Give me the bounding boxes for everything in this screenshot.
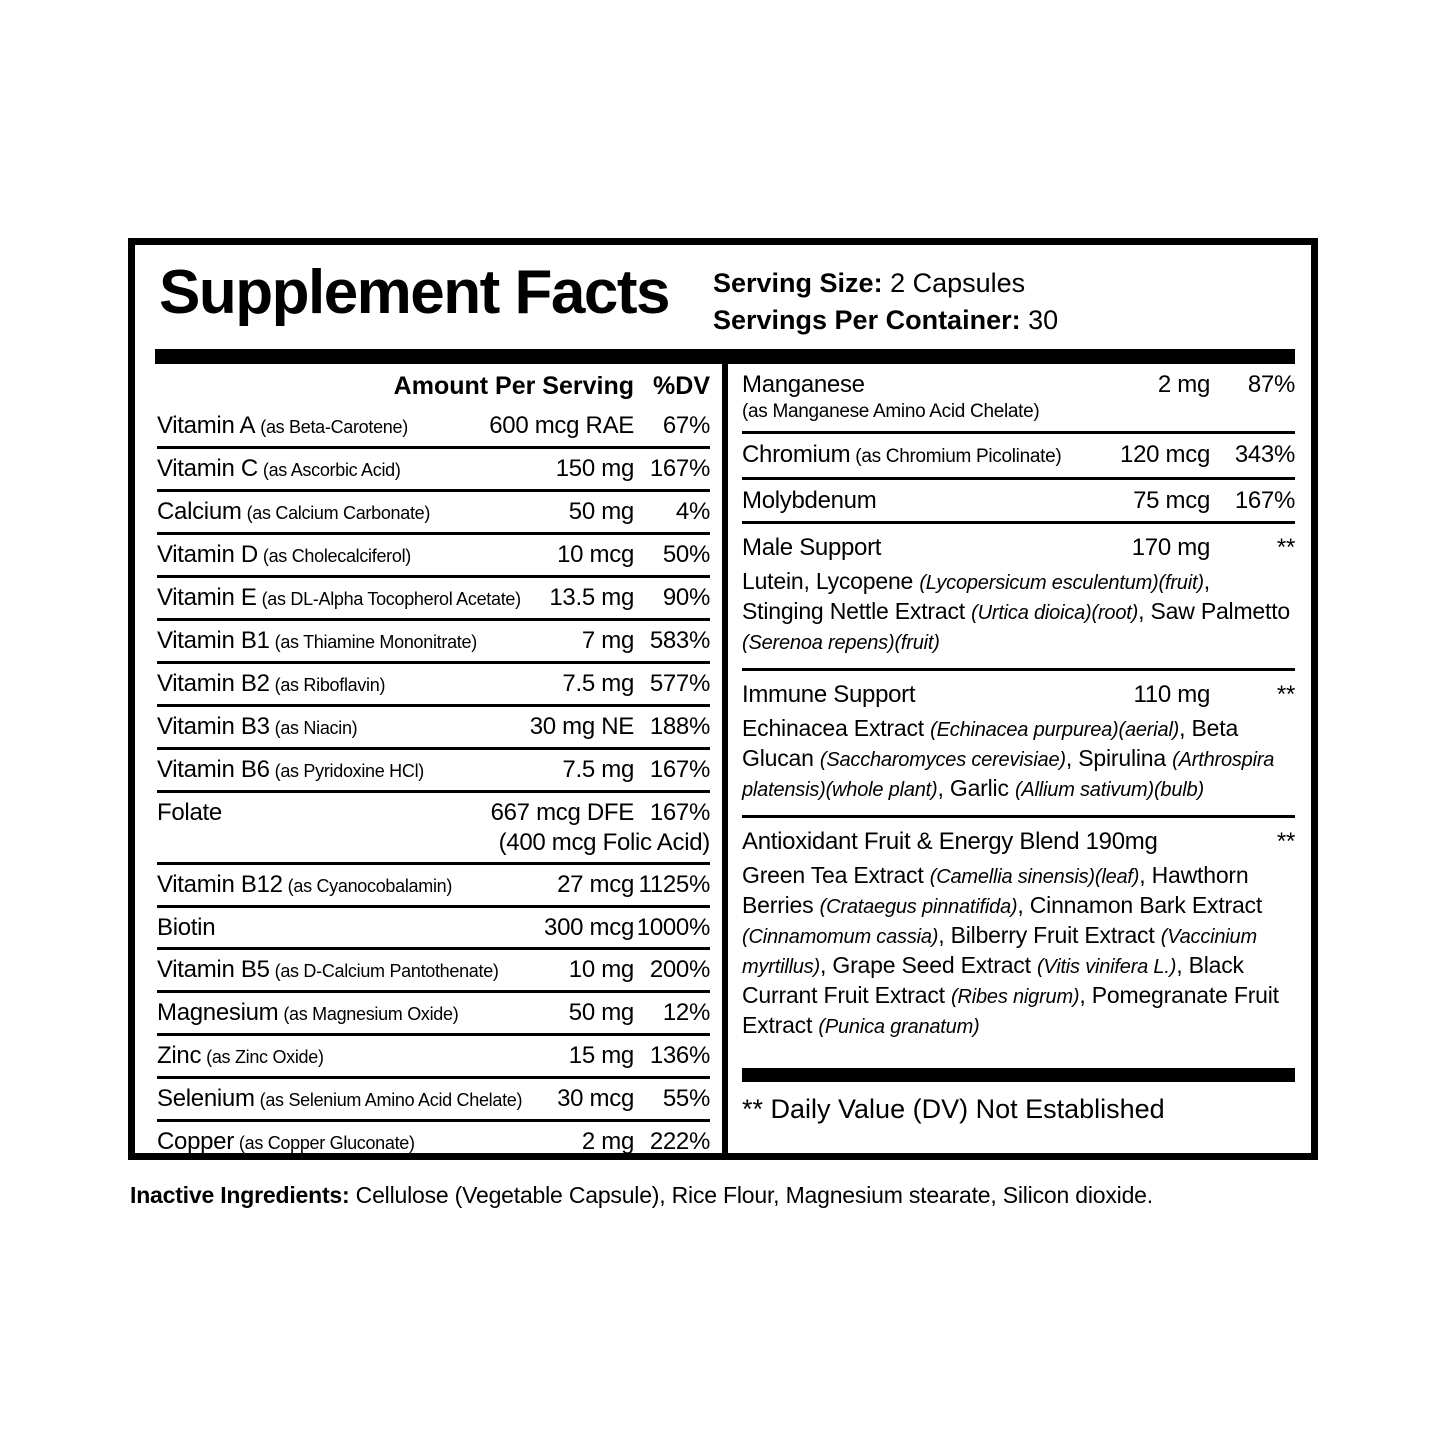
nutrient-form: (as Pyridoxine HCl) <box>274 761 424 781</box>
nutrient-name: Molybdenum <box>742 487 877 514</box>
blend-name: Antioxidant Fruit & Energy Blend 190mg <box>742 828 1158 855</box>
nutrient-row-line <box>742 440 1295 472</box>
ingredient-text: , Pomegranate Fruit Extract <box>742 982 1279 1038</box>
blend-row <box>742 671 1295 818</box>
nutrient-row-line <box>157 712 710 743</box>
nutrient-form: (as Chromium Picolinate) <box>855 446 1062 467</box>
nutrient-row <box>742 434 1295 480</box>
botanical-name: (Vaccinium myrtillus) <box>742 926 1257 978</box>
nutrient-row-line <box>157 870 710 901</box>
nutrient-dv: 167% <box>649 455 710 482</box>
nutrient-row-line <box>157 998 710 1029</box>
nutrient-name: Vitamin B1 <box>157 627 270 654</box>
botanical-name: (Punica granatum) <box>818 1016 980 1038</box>
nutrient-name: Magnesium <box>157 999 279 1026</box>
nutrient-form: (as Calcium Carbonate) <box>246 503 431 523</box>
nutrient-row <box>157 908 710 950</box>
nutrient-amount: 667 mcg DFE <box>490 799 634 826</box>
nutrient-row-line <box>157 913 710 943</box>
nutrient-dv: 1000% <box>636 914 710 941</box>
serving-size-line <box>713 265 1295 302</box>
nutrient-dv: 55% <box>662 1085 710 1112</box>
nutrient-amount: 2 mg <box>581 1128 634 1155</box>
nutrient-amount: 150 mg <box>555 455 634 482</box>
blend-name: Male Support <box>742 534 882 561</box>
nutrient-amount: 7 mg <box>581 627 634 654</box>
nutrient-row <box>157 750 710 793</box>
botanical-name: (Crataegus pinnatifida) <box>819 896 1018 918</box>
nutrient-name: Vitamin B2 <box>157 670 270 697</box>
nutrient-name: Selenium <box>157 1085 255 1112</box>
nutrient-row <box>157 1079 710 1122</box>
botanical-name: (Camellia sinensis)(leaf) <box>929 866 1140 888</box>
botanical-name: (Arthrospira platensis)(whole plant) <box>742 749 1275 801</box>
nutrient-name: Chromium <box>742 441 851 468</box>
ingredient-text: , Black Currant Fruit Extract <box>742 952 1244 1008</box>
nutrient-name: Vitamin B12 <box>157 871 283 898</box>
panel-header <box>135 245 1311 339</box>
nutrient-amount: 300 mcg <box>544 914 634 941</box>
servings-per-container-label: Servings Per Container: <box>713 305 1021 335</box>
nutrient-row <box>157 664 710 707</box>
nutrient-form: (as DL-Alpha Tocopherol Acetate) <box>261 589 521 609</box>
nutrient-row-line <box>157 626 710 657</box>
nutrient-dv: 4% <box>675 498 710 525</box>
page-title: Supplement Facts <box>159 258 669 327</box>
inactive-ingredients-label: Inactive Ingredients: <box>130 1182 350 1208</box>
blend-rows <box>742 524 1295 1052</box>
serving-info <box>713 261 1295 339</box>
nutrient-row-line <box>157 669 710 700</box>
blend-header <box>742 818 1295 860</box>
blend-row <box>742 818 1295 1052</box>
nutrient-dv: 87% <box>1247 371 1295 398</box>
nutrient-name: Vitamin A <box>157 412 256 439</box>
mineral-rows <box>742 364 1295 524</box>
nutrient-dv: 583% <box>649 627 710 654</box>
nutrient-dv: 90% <box>662 584 710 611</box>
daily-value-footnote: ** Daily Value (DV) Not Established <box>742 1094 1165 1124</box>
nutrient-row-line <box>157 755 710 786</box>
inactive-ingredients <box>130 1180 1153 1210</box>
nutrient-amount: 15 mg <box>568 1042 634 1069</box>
nutrient-dv: 200% <box>649 956 710 983</box>
nutrient-row <box>157 406 710 449</box>
blend-dv: ** <box>1276 534 1295 561</box>
blend-name: Immune Support <box>742 681 916 708</box>
nutrient-form: (as Niacin) <box>274 718 358 738</box>
nutrient-name: Folate <box>157 799 222 826</box>
left-column-header <box>157 364 710 406</box>
blend-amount: 110 mg <box>1133 681 1210 708</box>
nutrient-row <box>157 492 710 535</box>
blend-description <box>742 566 1295 671</box>
nutrient-dv: 167% <box>649 756 710 783</box>
inactive-ingredients-text: Cellulose (Vegetable Capsule), Rice Flour, Magnesium stearate, Silicon dioxide. <box>349 1182 1153 1208</box>
nutrient-amount: 7.5 mg <box>562 756 634 783</box>
nutrient-amount: 2 mg <box>1157 371 1210 398</box>
ingredient-text: Lutein, Lycopene <box>742 568 920 594</box>
nutrient-row-line <box>157 540 710 571</box>
nutrient-amount: 30 mg NE <box>529 713 634 740</box>
nutrient-row <box>157 865 710 908</box>
blend-header <box>742 524 1295 566</box>
nutrient-row-line <box>157 497 710 528</box>
blend-header <box>742 671 1295 713</box>
botanical-name: (Cinnamomum cassia) <box>742 926 939 948</box>
header-separator-bar <box>155 349 1295 364</box>
servings-per-container-value: 30 <box>1020 305 1059 335</box>
nutrient-form: (as Ascorbic Acid) <box>262 460 401 480</box>
nutrient-row <box>742 364 1295 434</box>
nutrient-dv: 167% <box>1234 487 1295 514</box>
nutrient-name: Calcium <box>157 498 242 525</box>
nutrient-dv: 1125% <box>638 871 710 898</box>
blend-description <box>742 860 1295 1052</box>
nutrient-rows <box>157 406 710 1162</box>
nutrient-amount: 600 mcg RAE <box>489 412 634 439</box>
botanical-name: (Allium sativum)(bulb) <box>1014 779 1204 801</box>
nutrient-row <box>157 1036 710 1079</box>
supplement-facts-panel <box>128 238 1318 1160</box>
serving-size-label: Serving Size: <box>713 268 883 298</box>
nutrient-form: (as Cyanocobalamin) <box>287 876 453 896</box>
nutrient-row-line <box>157 583 710 614</box>
ingredient-text: , Hawthorn Berries <box>742 862 1249 918</box>
nutrient-name: Biotin <box>157 914 216 941</box>
nutrient-row-line <box>157 1127 710 1158</box>
nutrient-dv: 67% <box>662 412 710 439</box>
botanical-name: (Lycopersicum esculentum)(fruit) <box>919 572 1204 594</box>
nutrient-row <box>157 535 710 578</box>
botanical-name: (Saccharomyces cerevisiae) <box>819 749 1066 771</box>
ingredient-text: , Garlic <box>937 775 1015 801</box>
nutrient-name: Vitamin D <box>157 541 258 568</box>
botanical-name: (Ribes nigrum) <box>951 986 1080 1008</box>
nutrient-dv: 136% <box>649 1042 710 1069</box>
footnote-separator-bar <box>742 1068 1295 1082</box>
botanical-name: (Echinacea purpurea)(aerial) <box>930 719 1180 741</box>
nutrient-name: Copper <box>157 1128 234 1155</box>
nutrient-row <box>157 793 710 865</box>
ingredient-text: , Stinging Nettle Extract <box>742 568 1210 624</box>
nutrient-amount: 13.5 mg <box>549 584 634 611</box>
nutrient-form: (as D-Calcium Pantothenate) <box>274 961 499 981</box>
left-column <box>157 364 710 1153</box>
ingredient-text: , Beta Glucan <box>742 715 1239 771</box>
blend-dv: ** <box>1276 681 1295 708</box>
nutrient-row-line <box>157 798 710 828</box>
nutrient-row <box>157 449 710 492</box>
nutrient-row-line <box>742 370 1295 400</box>
blend-description <box>742 713 1295 818</box>
nutrient-row <box>157 950 710 993</box>
nutrient-amount: 75 mcg <box>1133 487 1210 514</box>
nutrient-amount: 10 mg <box>568 956 634 983</box>
nutrient-name: Zinc <box>157 1042 202 1069</box>
ingredient-text: Echinacea Extract <box>742 715 931 741</box>
nutrient-dv: 12% <box>662 999 710 1026</box>
nutrient-amount: 10 mcg <box>557 541 634 568</box>
ingredient-text: , Grape Seed Extract <box>820 952 1037 978</box>
nutrient-name: Vitamin B6 <box>157 756 270 783</box>
nutrient-row-line <box>157 1041 710 1072</box>
ingredient-text: , Bilberry Fruit Extract <box>938 922 1161 948</box>
nutrient-form: (as Manganese Amino Acid Chelate) <box>742 401 1040 422</box>
nutrient-name: Manganese <box>742 371 865 398</box>
nutrient-row-line <box>157 454 710 485</box>
nutrient-form: (as Beta-Carotene) <box>260 417 408 437</box>
nutrient-dv: 188% <box>649 713 710 740</box>
ingredient-text: , Cinnamon Bark Extract <box>1017 892 1263 918</box>
nutrient-name: Vitamin E <box>157 584 257 611</box>
nutrient-form: (as Thiamine Mononitrate) <box>274 632 477 652</box>
nutrient-amount-note: (400 mcg Folic Acid) <box>498 829 710 856</box>
nutrient-row-line <box>157 955 710 986</box>
nutrient-name: Vitamin B3 <box>157 713 270 740</box>
nutrient-form: (as Zinc Oxide) <box>206 1047 324 1067</box>
nutrient-amount: 27 mcg <box>557 871 634 898</box>
nutrient-dv: 50% <box>662 541 710 568</box>
nutrient-row-line <box>157 411 710 442</box>
botanical-name: (Urtica dioica)(root) <box>971 602 1139 624</box>
column-divider <box>722 364 728 1153</box>
nutrient-row <box>157 1122 710 1162</box>
nutrient-row <box>157 578 710 621</box>
ingredient-text: , Saw Palmetto <box>1138 598 1290 624</box>
dv-header: %DV <box>653 372 710 400</box>
nutrient-amount: 50 mg <box>568 498 634 525</box>
blend-amount: 170 mg <box>1131 534 1210 561</box>
botanical-name: (Vitis vinifera L.) <box>1036 956 1177 978</box>
nutrient-dv: 343% <box>1234 441 1295 468</box>
nutrient-amount: 50 mg <box>568 999 634 1026</box>
nutrient-row <box>157 621 710 664</box>
serving-size-value: 2 Capsules <box>882 268 1026 298</box>
blend-dv: ** <box>1276 828 1295 855</box>
nutrient-row <box>157 707 710 750</box>
right-column <box>742 364 1295 1153</box>
nutrient-form: (as Riboflavin) <box>274 675 386 695</box>
nutrient-row-line <box>157 1084 710 1115</box>
nutrient-row-line <box>742 486 1295 516</box>
nutrient-row <box>742 480 1295 524</box>
blend-row <box>742 524 1295 671</box>
facts-columns <box>135 364 1311 1153</box>
nutrient-dv: 167% <box>649 799 710 826</box>
nutrient-form: (as Selenium Amino Acid Chelate) <box>259 1090 523 1110</box>
botanical-name: (Serenoa repens)(fruit) <box>742 632 940 654</box>
nutrient-name: Vitamin B5 <box>157 956 270 983</box>
nutrient-name: Vitamin C <box>157 455 258 482</box>
nutrient-form: (as Magnesium Oxide) <box>283 1004 459 1024</box>
nutrient-form: (as Copper Gluconate) <box>238 1133 415 1153</box>
ingredient-text: , Spirulina <box>1065 745 1173 771</box>
amount-per-serving-header: Amount Per Serving <box>393 372 634 400</box>
servings-per-container-line <box>713 302 1295 339</box>
nutrient-amount: 7.5 mg <box>562 670 634 697</box>
nutrient-amount: 30 mcg <box>557 1085 634 1112</box>
nutrient-dv: 222% <box>649 1128 710 1155</box>
nutrient-form: (as Cholecalciferol) <box>262 546 411 566</box>
nutrient-row <box>157 993 710 1036</box>
ingredient-text: Green Tea Extract <box>742 862 930 888</box>
nutrient-dv: 577% <box>649 670 710 697</box>
nutrient-amount: 120 mcg <box>1120 441 1210 468</box>
